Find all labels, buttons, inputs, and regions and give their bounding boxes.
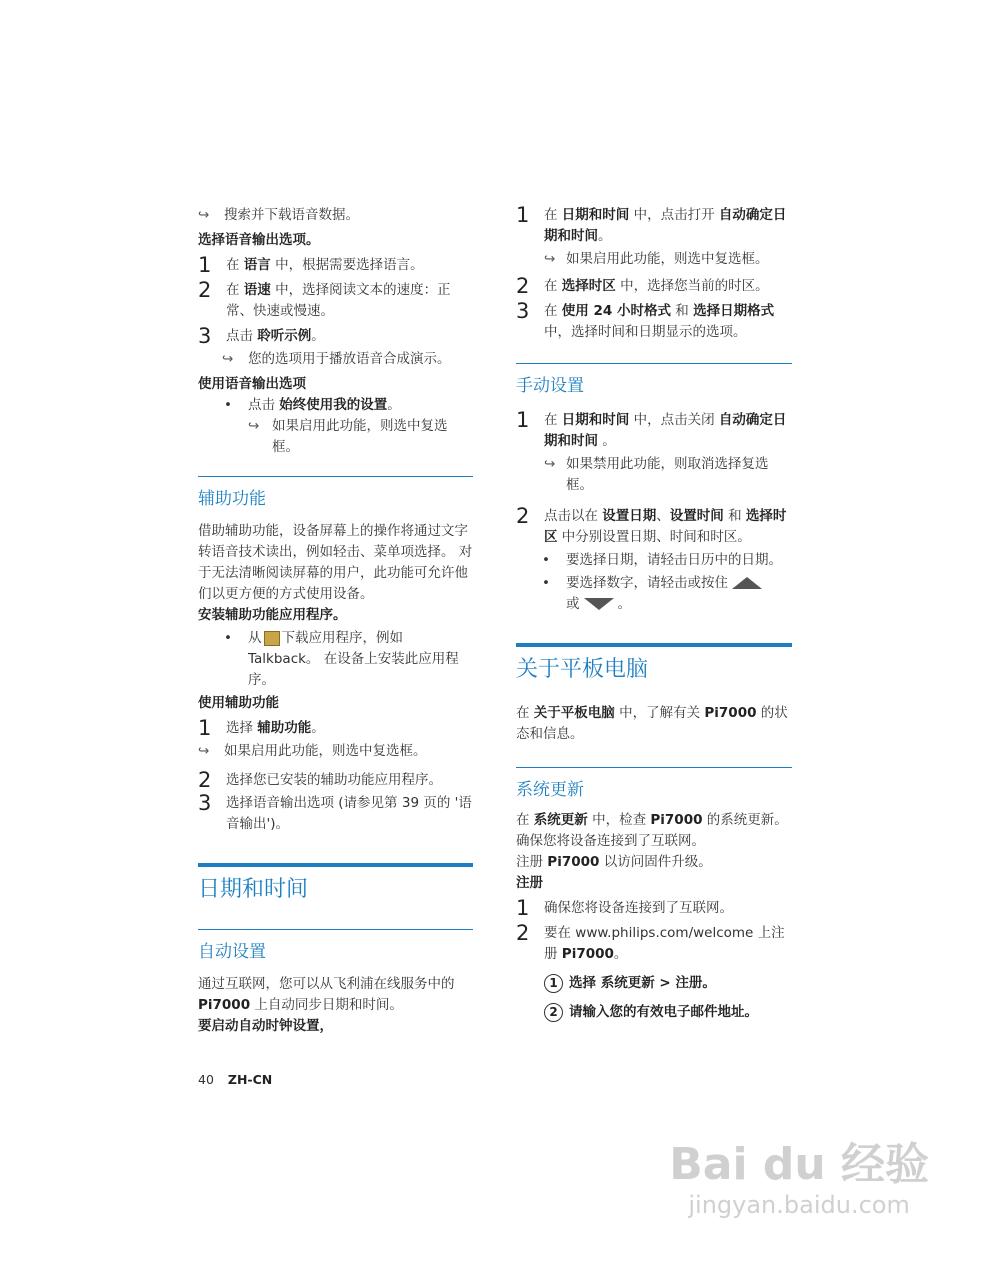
step-item: 1 在 语言 中，根据需要选择语言。: [198, 253, 424, 277]
result-arrow-icon: ↪: [544, 456, 556, 472]
subheading: 选择语音输出选项。: [198, 232, 320, 248]
right-column: [516, 200, 792, 1023]
language-code: ZH-CN: [227, 1072, 273, 1087]
step-item: 3 在 使用 24 小时格式 和 选择日期格式 中，选择时间和日期显示的选项。: [516, 299, 775, 340]
page-footer: [198, 1069, 272, 1090]
result-arrow-icon: ↪: [544, 251, 556, 267]
step-item: 1 确保您将设备连接到了互联网。: [516, 896, 733, 920]
step-item: 2 在 选择时区 中，选择您当前的时区。: [516, 274, 769, 298]
subheading: 注册: [516, 875, 543, 891]
result-arrow-icon: ↪: [248, 418, 260, 434]
result-arrow-icon: ↪: [198, 207, 210, 223]
left-column: [198, 200, 473, 1037]
section-heading-auto: 自动设置: [198, 929, 473, 964]
paragraph: 确保您将设备连接到了互联网。: [516, 833, 705, 849]
paragraph: 在 系统更新 中，检查 Pi7000 的系统更新。: [516, 812, 788, 828]
step-item: 1 选择 辅助功能。: [198, 716, 325, 740]
sub-step: 2 请输入您的有效电子邮件地址。: [516, 1002, 792, 1023]
result-line: ↪ 如果启用此功能，则选中复选框。: [198, 741, 473, 762]
result-line: ↪ 如果禁用此功能，则取消选择复选框。: [544, 456, 769, 493]
subheading: 安装辅助功能应用程序。: [198, 607, 347, 623]
result-line: ↪ 搜索并下载语音数据。: [198, 205, 473, 226]
chapter-heading-about: 关于平板电脑: [516, 643, 792, 685]
step-item: 3 选择语音输出选项 (请参见第 39 页的 '语音输出')。: [198, 791, 472, 832]
baidu-watermark: Bai du 经验 jingyan.baidu.com: [669, 1139, 929, 1219]
step-item: 3 点击 聆听示例。: [198, 324, 325, 348]
sub-step: 1 选择 系统更新 > 注册。: [516, 973, 792, 994]
step-item: 2 点击以在 设置日期、设置时间 和 选择时区 中分别设置日期、时间和时区。: [516, 504, 787, 545]
step-item: 1 在 日期和时间 中，点击打开 自动确定日期和时间。: [516, 203, 787, 244]
section-heading-update: 系统更新: [516, 767, 792, 802]
chapter-heading-datetime: 日期和时间: [198, 863, 473, 905]
subheading: 使用辅助功能: [198, 695, 279, 711]
page-number: 40: [198, 1072, 214, 1087]
step-item: 1 在 日期和时间 中，点击关闭 自动确定日期和时间 。: [516, 408, 787, 449]
paragraph: 在 关于平板电脑 中，了解有关 Pi7000 的状态和信息。: [516, 705, 788, 742]
bullet-item: • 要选择数字，请轻击或按住 或 。: [516, 573, 792, 615]
paragraph: 注册 Pi7000 以访问固件升级。: [516, 854, 712, 870]
step-item: 2 选择您已安装的辅助功能应用程序。: [198, 768, 442, 792]
result-arrow-icon: ↪: [222, 351, 234, 367]
section-heading-accessibility: 辅助功能: [198, 476, 473, 511]
result-arrow-icon: ↪: [198, 743, 210, 759]
result-line: ↪ 您的选项用于播放语音合成演示。: [198, 349, 473, 370]
app-store-icon: [264, 631, 280, 646]
subheading: 使用语音输出选项: [198, 376, 306, 392]
bullet-item: • 点击 始终使用我的设置。: [224, 397, 401, 413]
result-line: ↪ 如果启用此功能，则选中复选框。: [516, 249, 792, 270]
bullet-item: • 从 下载应用程序，例如 Talkback。 在设备上安装此应用程序。: [224, 630, 459, 688]
result-line: ↪ 如果启用此功能，则选中复选框。: [248, 418, 448, 455]
step-item: 2 在 语速 中，选择阅读文本的速度：正常、快速或慢速。: [198, 278, 451, 319]
section-heading-manual: 手动设置: [516, 363, 792, 398]
paragraph: 通过互联网，您可以从飞利浦在线服务中的 Pi7000 上自动同步日期和时间。: [198, 976, 455, 1013]
subheading: 要启动自动时钟设置，: [198, 1018, 333, 1034]
up-arrow-icon: [732, 577, 762, 589]
down-arrow-icon: [584, 598, 614, 610]
bullet-item: • 要选择日期，请轻击日历中的日期。: [542, 552, 782, 568]
paragraph: 借助辅助功能，设备屏幕上的操作将通过文字转语音技术读出，例如轻击、菜单项选择。 对于无法清晰阅读屏幕的用户，此功能可允许他们以更方便的方式使用设备。: [198, 523, 473, 602]
step-item: 2 要在 www.philips.com/welcome 上注册 Pi7000。: [516, 921, 785, 962]
